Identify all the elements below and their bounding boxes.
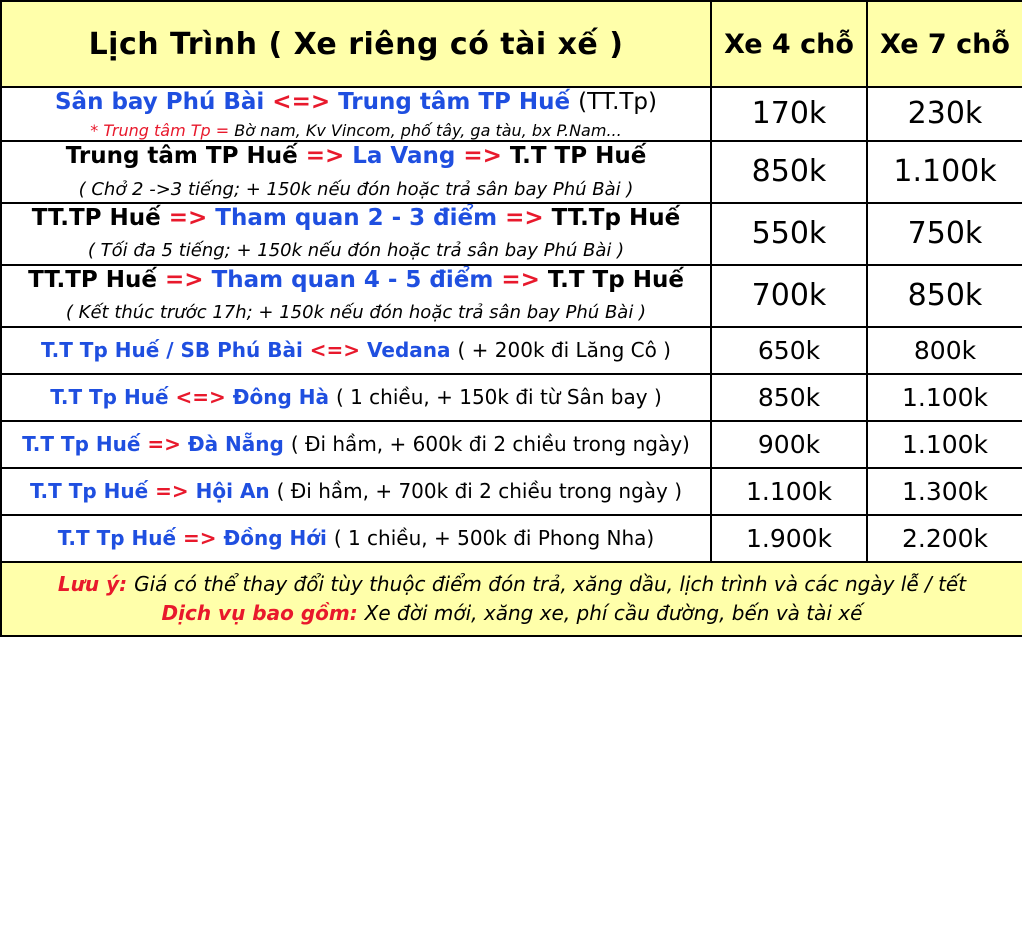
route-segment: =>	[183, 525, 224, 550]
table-footer	[1, 562, 1022, 636]
route-segment: <=>	[175, 384, 233, 409]
route-segment: Trung tâm TP Huế	[65, 142, 306, 169]
route-segment: TT.TP Huế	[28, 266, 165, 293]
route-segment: Tham quan 2 - 3 điểm	[215, 204, 506, 231]
route-segment: ( + 200k đi Lăng Cô )	[457, 337, 671, 362]
route-cell	[1, 203, 711, 265]
route-title	[8, 526, 704, 551]
price-4seat: 850k	[711, 141, 867, 203]
route-segment: =>	[168, 204, 216, 231]
route-cell	[1, 327, 711, 374]
price-7seat: 1.100k	[867, 421, 1022, 468]
route-cell	[1, 87, 711, 141]
table-row	[1, 421, 1022, 468]
footer-note-text: Giá có thể thay đổi tùy thuộc điểm đón trả, xăng dầu, lịch trình và các ngày lễ / tết	[134, 571, 967, 596]
route-title	[2, 142, 710, 171]
route-segment: La Vang	[352, 142, 464, 169]
table-row	[1, 87, 1022, 141]
route-title	[8, 432, 704, 457]
route-segment: Đông Hà	[232, 384, 336, 409]
route-segment: =>	[147, 431, 188, 456]
route-segment: ( Đi hầm, + 600k đi 2 chiều trong ngày)	[290, 431, 690, 456]
footer-cell	[1, 562, 1022, 636]
route-segment: T.T TP Huế	[509, 142, 647, 169]
route-segment: =>	[155, 478, 196, 503]
route-segment: T.T Tp Huế	[57, 525, 184, 550]
price-4seat: 1.100k	[711, 468, 867, 515]
route-red-note-text: Bờ nam, Kv Vincom, phố tây, ga tàu, bx P.Nam...	[234, 120, 622, 140]
route-segment: T.T Tp Huế	[29, 478, 156, 503]
table-row	[1, 203, 1022, 265]
price-4seat: 700k	[711, 265, 867, 327]
route-segment: =>	[505, 204, 552, 231]
route-segment: TT.Tp Huế	[551, 204, 681, 231]
price-7seat: 1.300k	[867, 468, 1022, 515]
header-col-7seat: Xe 7 chỗ	[867, 1, 1022, 87]
price-7seat: 1.100k	[867, 141, 1022, 203]
route-title	[8, 479, 704, 504]
route-segment: ( 1 chiều, + 500k đi Phong Nha)	[333, 525, 655, 550]
route-cell	[1, 141, 711, 203]
route-segment: Tham quan 4 - 5 điểm	[211, 266, 502, 293]
route-cell	[1, 515, 711, 562]
route-cell	[1, 374, 711, 421]
route-segment: Trung tâm TP Huế	[338, 89, 579, 115]
price-7seat: 750k	[867, 203, 1022, 265]
route-red-note	[2, 121, 710, 140]
route-cell	[1, 421, 711, 468]
route-red-note-label: * Trung tâm Tp =	[90, 120, 235, 140]
price-7seat: 2.200k	[867, 515, 1022, 562]
route-segment: (TT.Tp)	[578, 89, 657, 115]
price-7seat: 800k	[867, 327, 1022, 374]
table-row	[1, 141, 1022, 203]
table-row	[1, 265, 1022, 327]
route-segment: ( Đi hầm, + 700k đi 2 chiều trong ngày )	[276, 478, 683, 503]
route-segment: Sân bay Phú Bài	[54, 89, 273, 115]
footer-service-text: Xe đời mới, xăng xe, phí cầu đường, bến và tài xế	[364, 600, 863, 625]
route-segment: Hội An	[195, 478, 277, 503]
route-segment: =>	[305, 142, 353, 169]
route-cell	[1, 265, 711, 327]
route-subnote: ( Tối đa 5 tiếng; + 150k nếu đón hoặc trả sân bay Phú Bài )	[87, 240, 625, 262]
route-segment: Vedana	[367, 337, 458, 362]
route-title	[2, 204, 710, 233]
footer-note-line	[2, 570, 1022, 599]
route-title	[2, 266, 710, 295]
header-title: Lịch Trình ( Xe riêng có tài xế )	[1, 1, 711, 87]
footer-note-label: Lưu ý:	[57, 571, 135, 596]
footer-row	[1, 562, 1022, 636]
table-rows	[1, 87, 1022, 562]
price-4seat: 1.900k	[711, 515, 867, 562]
price-4seat: 850k	[711, 374, 867, 421]
route-segment: <=>	[309, 337, 368, 362]
table-row	[1, 468, 1022, 515]
footer-service-line	[2, 599, 1022, 628]
price-7seat: 230k	[867, 87, 1022, 141]
header-col-4seat: Xe 4 chỗ	[711, 1, 867, 87]
route-title	[8, 385, 704, 410]
route-segment: <=>	[272, 89, 339, 115]
route-segment: =>	[165, 266, 212, 293]
route-segment: T.T Tp Huế	[547, 266, 684, 293]
route-segment: Đồng Hới	[223, 525, 334, 550]
footer-service-label: Dịch vụ bao gồm:	[161, 600, 365, 625]
route-subnote: ( Chở 2 ->3 tiếng; + 150k nếu đón hoặc trả sân bay Phú Bài )	[78, 178, 634, 200]
table-body	[1, 1, 1022, 87]
price-7seat: 1.100k	[867, 374, 1022, 421]
route-segment: =>	[501, 266, 548, 293]
route-subnote: ( Kết thúc trước 17h; + 150k nếu đón hoặc trả sân bay Phú Bài )	[65, 302, 647, 324]
table-row	[1, 374, 1022, 421]
route-title	[2, 88, 710, 117]
price-4seat: 900k	[711, 421, 867, 468]
route-cell	[1, 468, 711, 515]
price-4seat: 650k	[711, 327, 867, 374]
table-row	[1, 327, 1022, 374]
route-segment: Đà Nẵng	[187, 431, 291, 456]
route-segment: T.T Tp Huế	[50, 384, 176, 409]
route-segment: ( 1 chiều, + 150k đi từ Sân bay )	[335, 384, 662, 409]
route-segment: =>	[463, 142, 510, 169]
route-segment: T.T Tp Huế	[22, 431, 148, 456]
price-4seat: 170k	[711, 87, 867, 141]
table-row	[1, 515, 1022, 562]
price-4seat: 550k	[711, 203, 867, 265]
table-header-row	[1, 1, 1022, 87]
route-segment: T.T Tp Huế / SB Phú Bài	[41, 337, 310, 362]
route-title	[8, 338, 704, 363]
price-7seat: 850k	[867, 265, 1022, 327]
route-segment: TT.TP Huế	[31, 204, 169, 231]
